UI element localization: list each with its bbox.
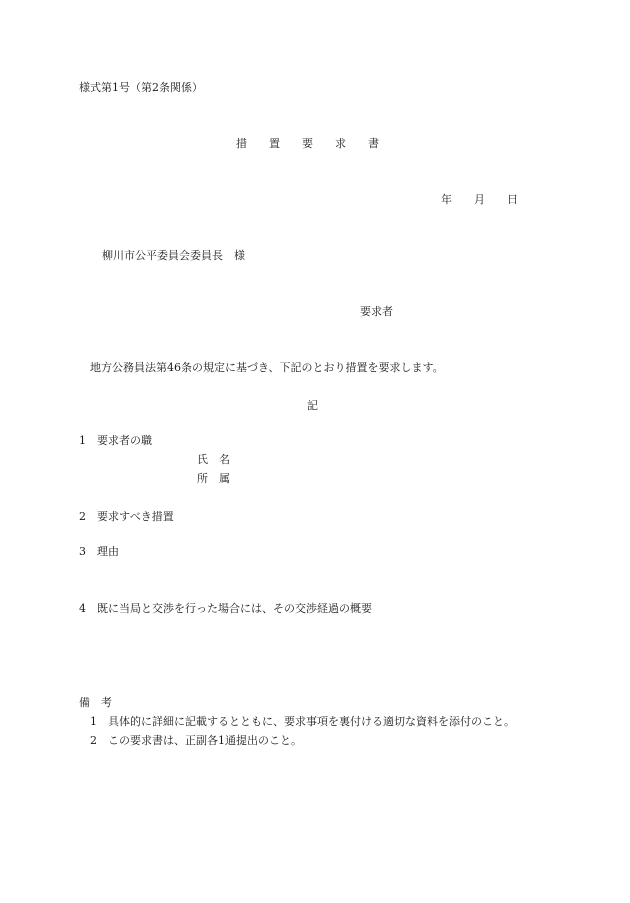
ki-heading: 記 bbox=[307, 399, 318, 412]
requester-label: 要求者 bbox=[360, 305, 393, 318]
date-line: 年 月 日 bbox=[441, 193, 518, 206]
item-4-label: 4 既に当局と交渉を行った場合には、その交渉経過の概要 bbox=[79, 602, 372, 615]
addressee: 柳川市公平委員会委員長 様 bbox=[102, 249, 245, 262]
affiliation-label: 所 属 bbox=[197, 472, 230, 485]
item-2-label: 2 要求すべき措置 bbox=[79, 510, 174, 523]
note-1: 1 具体的に詳細に記載するとともに、要求事項を裏付ける適切な資料を添付のこと。 bbox=[90, 715, 515, 728]
intro-statement: 地方公務員法第46条の規定に基づき、下記のとおり措置を要求します。 bbox=[90, 361, 444, 374]
item-3-label: 3 理由 bbox=[79, 545, 119, 558]
item-1-label: 1 要求者の職 bbox=[79, 434, 152, 447]
name-label: 氏 名 bbox=[197, 453, 230, 466]
note-2: 2 この要求書は、正副各1通提出のこと。 bbox=[90, 734, 302, 747]
notes-heading: 備 考 bbox=[79, 696, 112, 709]
form-number: 様式第1号（第2条関係） bbox=[79, 81, 203, 94]
document-title: 措 置 要 求 書 bbox=[236, 137, 379, 150]
